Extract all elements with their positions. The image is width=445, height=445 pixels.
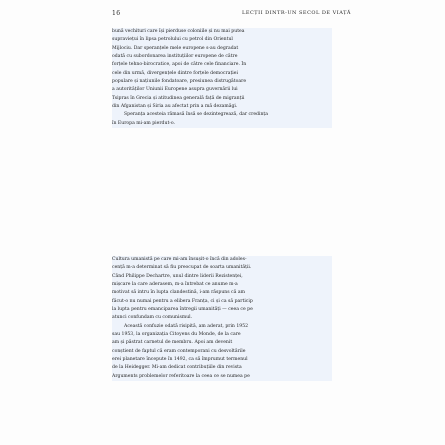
text-line: în Europa mi-am pierdut-o. <box>112 120 176 126</box>
text-line: din Afganistan și Siria au afectat prin a mă dezamăgi. <box>112 104 238 110</box>
text-line: Cultura umanistă pe care mi-am însușit-o încă din adoles- <box>112 257 247 262</box>
text-line: supraviețui în lipsa petrolului cu petrol din Orientul <box>112 37 233 43</box>
page-number: 16 <box>112 10 121 17</box>
text-line: la lupta pentru emanciparea întregii umanități — ceea ce pe <box>112 307 253 313</box>
text-line: a autorităților Uniunii Europene asupra guvernării lui <box>112 87 238 93</box>
text-line: Mijlociu. Dar speranțele mele europene s-au degradat <box>112 45 239 51</box>
text-line: conștient de faptul că eram contemporani cu desvoltările <box>112 348 246 354</box>
text-line: cele din urmă, divergențele dintre forțele democrației <box>112 70 238 76</box>
text-line: mișcare la care aderasem, m-a întrebat ce anume m-a <box>112 282 238 288</box>
text-line: Speranța acesteia rămasă însă se dezintegrează, dar credința <box>124 112 268 118</box>
paragraph-block-2 <box>112 256 332 381</box>
text-line: forțele tehno-birocratice, apoi de către cele financiare. În <box>112 62 247 68</box>
text-line: făcut-o nu numai pentru a elibera Franța, ci și ca să particip <box>112 298 253 304</box>
text-line: Când Philippe Dechartre, unul dintre liderii Rezistenței, <box>112 273 243 279</box>
text-line: am și păstrat carnetul de membru. Apoi am devenit <box>112 340 233 346</box>
text-line: cență m-a determinat să fiu preocupat de soarta umanității. <box>112 265 252 271</box>
text-line: Această confuzie odată risipită, am aderat, prin 1952 <box>124 323 249 329</box>
header-title: LECȚII DINTR-UN SECOL DE VIAȚĂ <box>242 10 352 16</box>
text-line: atunci confundam cu comunismul. <box>112 315 193 321</box>
text-line: Tsipras în Grecia și atitudinea generală față de migranții <box>112 95 245 101</box>
text-line: sau 1953, la organizația Citoyens du Monde, de la care <box>112 332 241 338</box>
text-line: bună vechituri care își pierduse coloniile și nu mai putea <box>112 29 245 34</box>
text-line: motivat să intru în lupta clandestină, i-am răspuns că am <box>112 290 245 296</box>
text-line: de la Heidegger. Mi-am dedicat contribuțiile din revista <box>112 365 242 371</box>
text-line: erei planetare începute în 1492, ca să împrumut termenul <box>112 357 248 363</box>
text-line: Arguments problemelor referitoare la ceea ce se numea pe <box>112 373 250 379</box>
text-line: odată cu subordonarea instituțiilor europene de către <box>112 54 238 60</box>
paragraph-block-1 <box>112 28 332 128</box>
text-line: populare și națiunile fondatoare, presiunea distrugătoare <box>112 79 247 85</box>
running-header <box>112 10 445 24</box>
